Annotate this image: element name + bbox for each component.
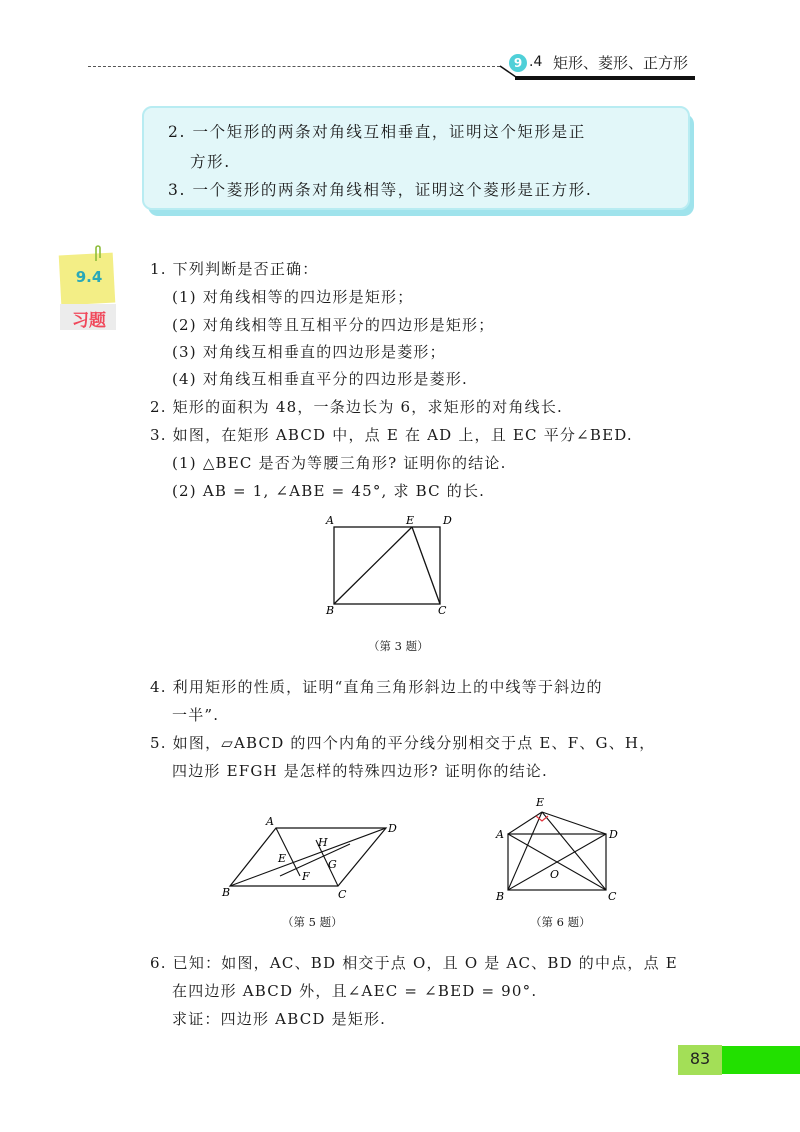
problem-6: 6. 已知：如图，AC、BD 相交于点 O，且 O 是 AC、BD 的中点，点 E (150, 954, 678, 972)
fig6-right-angle-mark (536, 816, 548, 821)
problem-1-4: (4) 对角线互相垂直平分的四边形是菱形. (172, 370, 468, 388)
figure-3-caption: （第 3 题） (368, 639, 429, 653)
header-underline (515, 76, 695, 80)
fig3-label-d: D (443, 514, 452, 527)
practice-item-3: 3. 一个菱形的两条对角线相等，证明这个菱形是正方形. (168, 181, 593, 199)
figure-6-caption: （第 6 题） (530, 915, 591, 929)
problem-3-2: (2) AB = 1, ∠ABE = 45°, 求 BC 的长. (172, 482, 486, 500)
exercise-badge-label: 习题 (72, 311, 106, 331)
fig3-label-c: C (438, 604, 447, 617)
page-number: 83 (689, 1049, 711, 1068)
fig6-label-a: A (496, 828, 504, 841)
chapter-badge: 9 (509, 54, 527, 72)
fig6-label-o: O (550, 868, 560, 881)
fig3-rectangle (334, 527, 440, 604)
fig5-bisector-d (280, 844, 350, 876)
fig3-segment-be (334, 527, 412, 604)
exercise-badge-number: 9.4 (75, 268, 103, 286)
fig3-label-e: E (406, 514, 415, 527)
header-dashed-rule (88, 66, 500, 67)
problem-1: 1. 下列判断是否正确： (150, 260, 319, 278)
figure-6 (490, 794, 624, 906)
problem-2: 2. 矩形的面积为 48，一条边长为 6，求矩形的对角线长. (150, 398, 564, 416)
problem-1-2: (2) 对角线相等且互相平分的四边形是矩形； (172, 316, 495, 334)
paperclip-icon (93, 244, 103, 262)
fig5-label-a: A (266, 815, 274, 828)
problem-5-cont: 四边形 EFGH 是怎样的特殊四边形? 证明你的结论. (172, 762, 548, 780)
fig5-label-g: G (328, 858, 337, 871)
fig5-label-f: F (302, 870, 310, 883)
section-number: .4 (529, 54, 543, 70)
figure-5 (220, 812, 406, 902)
fig5-label-e: E (278, 852, 287, 865)
problem-4: 4. 利用矩形的性质，证明“直角三角形斜边上的中线等于斜边的 (150, 678, 603, 696)
problem-1-3: (3) 对角线互相垂直的四边形是菱形； (172, 343, 446, 361)
problem-6-prove: 求证：四边形 ABCD 是矩形. (172, 1010, 387, 1028)
problem-6-cont: 在四边形 ABCD 外，且∠AEC = ∠BED = 90°. (172, 982, 538, 1000)
problem-3-1: (1) △BEC 是否为等腰三角形? 证明你的结论. (172, 454, 507, 472)
fig6-label-c: C (608, 890, 617, 903)
fig6-label-e: E (536, 796, 545, 809)
problem-1-1: (1) 对角线相等的四边形是矩形； (172, 288, 414, 306)
figure-5-caption: （第 5 题） (282, 915, 343, 929)
fig3-label-b: B (326, 604, 335, 617)
practice-item-2: 2. 一个矩形的两条对角线互相垂直，证明这个矩形是正 (168, 123, 586, 141)
problem-5: 5. 如图，▱ABCD 的四个内角的平分线分别相交于点 E、F、G、H， (150, 734, 656, 752)
fig6-label-b: B (496, 890, 505, 903)
practice-item-2-cont: 方形. (190, 153, 231, 171)
problem-4-cont: 一半”. (172, 706, 220, 724)
fig3-label-a: A (326, 514, 334, 527)
section-title: 矩形、菱形、正方形 (553, 54, 689, 72)
fig6-label-d: D (609, 828, 618, 841)
fig3-segment-ec (412, 527, 440, 604)
problem-3: 3. 如图，在矩形 ABCD 中，点 E 在 AD 上，且 EC 平分∠BED. (150, 426, 633, 444)
figure-3 (320, 510, 460, 620)
page-number-bar (722, 1046, 800, 1074)
fig5-label-c: C (338, 888, 347, 901)
fig5-label-b: B (222, 886, 231, 899)
fig5-label-h: H (318, 836, 328, 849)
fig5-label-d: D (388, 822, 397, 835)
